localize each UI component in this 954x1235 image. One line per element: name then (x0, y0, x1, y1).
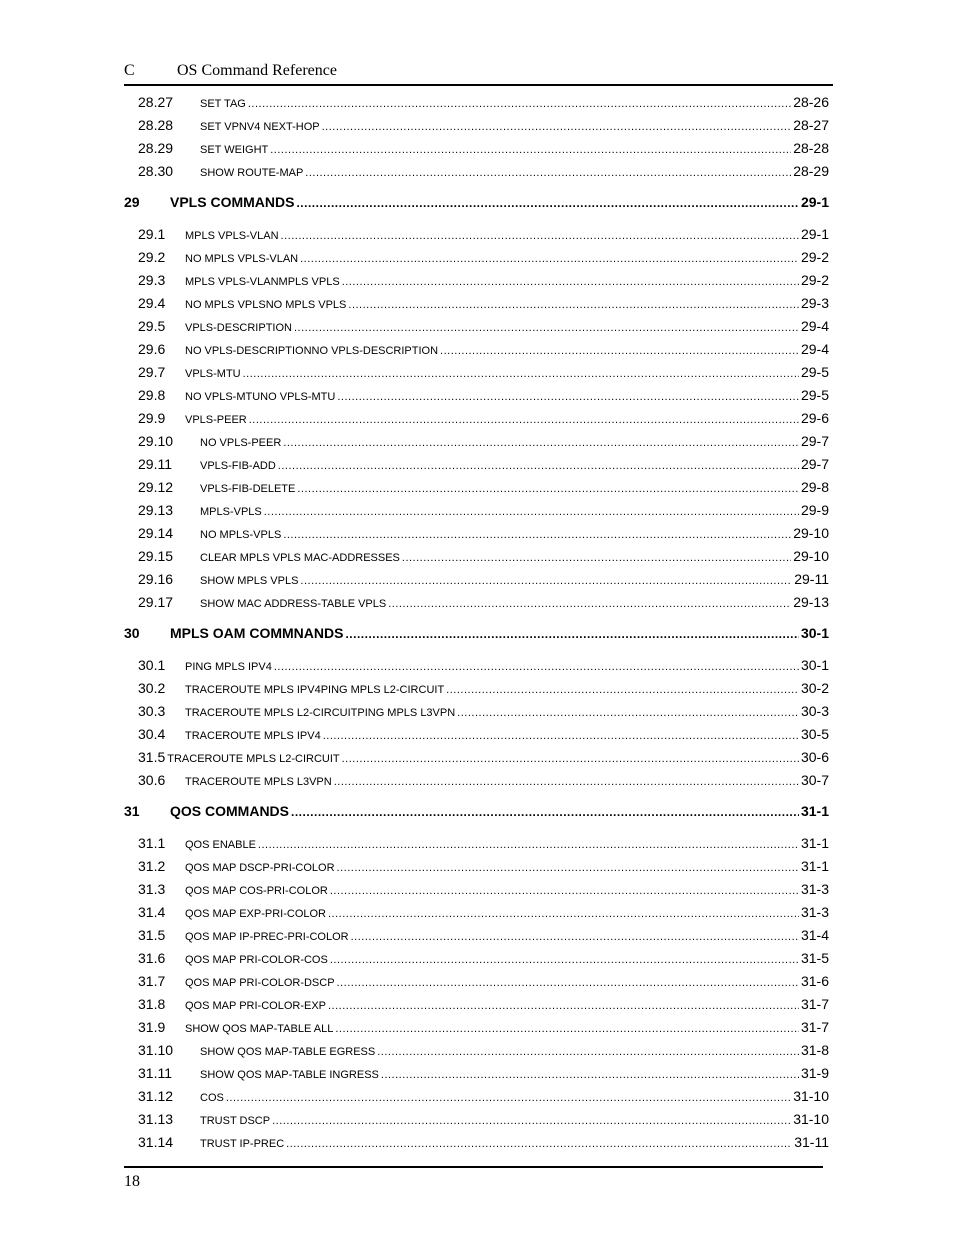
toc-entry-number: 31.1 (138, 835, 166, 851)
dot-leader (337, 977, 799, 989)
toc-entry-page: 30-6 (800, 749, 829, 765)
toc-entry-page: 31-3 (800, 881, 829, 897)
toc-entry-title: MPLS-VPLS (200, 506, 262, 518)
toc-entry-title: TRACEROUTE MPLS L3VPN (185, 776, 332, 788)
toc-entry-number: 28.27 (138, 94, 174, 110)
dot-leader (440, 345, 799, 357)
toc-entry-page: 31-1 (800, 803, 829, 819)
toc-entry[interactable] (124, 594, 829, 617)
toc-entry-page: 28-26 (793, 94, 829, 110)
toc-entry-page: 29-5 (800, 364, 829, 380)
toc-entry[interactable] (124, 163, 829, 186)
toc-entry[interactable] (124, 726, 829, 749)
toc-entry-page: 29-7 (800, 433, 829, 449)
toc-entry-number: 31.14 (138, 1134, 174, 1150)
toc-entry[interactable] (124, 772, 829, 795)
dot-leader (278, 460, 799, 472)
dot-leader (351, 931, 799, 943)
toc-entry-title: QOS MAP PRI-COLOR-DSCP (185, 977, 335, 989)
dot-leader (286, 1138, 792, 1150)
toc-entry-number: 31.3 (138, 881, 166, 897)
toc-entry[interactable] (124, 140, 829, 163)
toc-entry-page: 31-5 (800, 950, 829, 966)
toc-entry-number: 31.7 (138, 973, 166, 989)
toc-entry[interactable] (124, 927, 829, 950)
toc-entry-page: 29-6 (800, 410, 829, 426)
toc-entry-title: VPLS-MTU (185, 368, 241, 380)
dot-leader (446, 684, 799, 696)
dot-leader (274, 661, 799, 673)
toc-entry-number: 31.5 (138, 927, 166, 943)
dot-leader (342, 753, 799, 765)
toc-entry-page: 30-5 (800, 726, 829, 742)
toc-chapter[interactable] (124, 625, 829, 649)
toc-entry-page: 31-10 (793, 1088, 829, 1104)
toc-entry-title: NO MPLS VPLSNO MPLS VPLS (185, 299, 347, 311)
toc-entry-title: NO VPLS-PEER (200, 437, 282, 449)
toc-entry[interactable] (124, 973, 829, 996)
toc-entry-number: 29 (124, 194, 140, 210)
toc-entry[interactable] (124, 318, 829, 341)
toc-entry-number: 31.13 (138, 1111, 174, 1127)
toc-entry-number: 31 (124, 803, 140, 819)
toc-entry-title: QOS MAP DSCP-PRI-COLOR (185, 862, 335, 874)
dot-leader (328, 908, 799, 920)
dot-leader (305, 167, 791, 179)
dot-leader (330, 954, 799, 966)
toc-entry-number: 29.2 (138, 249, 166, 265)
dot-leader (300, 575, 792, 587)
toc-entry-number: 29.14 (138, 525, 174, 541)
dot-leader (322, 121, 792, 133)
toc-entry-number: 31.11 (138, 1065, 172, 1081)
toc-entry[interactable] (124, 1134, 829, 1157)
toc-entry-page: 31-7 (800, 1019, 829, 1035)
toc-entry-title: TRACEROUTE MPLS IPV4PING MPLS L2-CIRCUIT (185, 684, 445, 696)
toc-entry[interactable] (124, 433, 829, 456)
dot-leader (296, 196, 799, 210)
toc-entry[interactable] (124, 410, 829, 433)
dot-leader (345, 627, 799, 641)
header-letter: C (124, 62, 135, 79)
toc-entry-number: 29.12 (138, 479, 174, 495)
toc-entry-page: 31-9 (800, 1065, 829, 1081)
toc-entry-title: SHOW QOS MAP-TABLE INGRESS (200, 1069, 379, 1081)
toc-entry-page: 28-27 (793, 117, 829, 133)
toc-entry[interactable] (124, 571, 829, 594)
toc-entry[interactable] (124, 1111, 829, 1134)
footer-page-number: 18 (124, 1173, 140, 1190)
dot-leader (348, 299, 799, 311)
toc-entry-title: SHOW ROUTE-MAP (200, 167, 304, 179)
toc-entry-page: 31-6 (800, 973, 829, 989)
dot-leader (330, 885, 799, 897)
toc-entry-number: 29.13 (138, 502, 174, 518)
toc-entry[interactable] (124, 479, 829, 502)
toc-entry-title: NO MPLS-VPLS (200, 529, 282, 541)
toc-entry[interactable] (124, 387, 829, 410)
toc-entry-number: 31.12 (138, 1088, 174, 1104)
toc-entry-page: 30-7 (800, 772, 829, 788)
toc-entry-page: 29-4 (800, 341, 829, 357)
toc-entry-number: 29.11 (138, 456, 172, 472)
toc-entry-number: 31.8 (138, 996, 166, 1012)
toc-entry-number: 29.3 (138, 272, 166, 288)
toc-entry-number: 29.17 (138, 594, 174, 610)
toc-entry[interactable] (124, 904, 829, 927)
dot-leader (283, 437, 799, 449)
toc-entry-number: 31.4 (138, 904, 166, 920)
toc-entry-number: 29.7 (138, 364, 166, 380)
toc-entry-title: QOS MAP EXP-PRI-COLOR (185, 908, 326, 920)
toc-entry-number: 28.29 (138, 140, 174, 156)
dot-leader (457, 707, 799, 719)
toc-entry-page: 29-2 (800, 272, 829, 288)
dot-leader (297, 483, 799, 495)
toc-entry[interactable] (124, 1042, 829, 1065)
toc-entry-page: 29-4 (800, 318, 829, 334)
toc-entry[interactable] (124, 456, 829, 479)
toc-entry-title: VPLS-PEER (185, 414, 247, 426)
toc-entry-title: NO MPLS VPLS-VLAN (185, 253, 299, 265)
toc-entry-number: 28.30 (138, 163, 174, 179)
toc-entry-page: 29-1 (800, 226, 829, 242)
dot-leader (342, 276, 799, 288)
toc-entry-page: 31-1 (800, 835, 829, 851)
toc-entry-page: 29-11 (794, 571, 829, 587)
toc-entry-number: 29.6 (138, 341, 166, 357)
toc-entry-page: 31-3 (800, 904, 829, 920)
toc-entry[interactable] (124, 341, 829, 364)
toc-entry-number: 30.6 (138, 772, 166, 788)
toc-entry-number: 29.1 (138, 226, 166, 242)
toc-entry-number: 30.2 (138, 680, 166, 696)
dot-leader (337, 391, 799, 403)
dot-leader (283, 529, 791, 541)
dot-leader (258, 839, 799, 851)
toc-entry-page: 29-2 (800, 249, 829, 265)
dot-leader (272, 1115, 791, 1127)
toc-entry-page: 31-4 (800, 927, 829, 943)
toc-entry-number: 31.6 (138, 950, 166, 966)
toc-entry-page: 30-1 (800, 625, 829, 641)
toc-entry[interactable] (124, 525, 829, 548)
toc-entry[interactable] (124, 680, 829, 703)
toc-entry[interactable] (124, 835, 829, 858)
toc-entry[interactable] (124, 364, 829, 387)
toc-entry[interactable] (124, 249, 829, 272)
toc-entry-title: SET WEIGHT (200, 144, 269, 156)
toc-entry[interactable] (124, 881, 829, 904)
toc-entry-title: VPLS-DESCRIPTION (185, 322, 292, 334)
toc-entry-page: 31-7 (800, 996, 829, 1012)
toc-entry[interactable] (124, 703, 829, 726)
toc-entry-page: 29-13 (793, 594, 829, 610)
toc-entry-number: 30.3 (138, 703, 166, 719)
toc-chapter[interactable] (124, 803, 829, 827)
toc-entry-title: NO VPLS-DESCRIPTIONNO VPLS-DESCRIPTION (185, 345, 439, 357)
toc-entry-title: VPLS-FIB-DELETE (200, 483, 296, 495)
toc-entry-title: SET TAG (200, 98, 246, 110)
toc-entry-title: SHOW MPLS VPLS (200, 575, 299, 587)
toc-entry[interactable] (124, 657, 829, 680)
toc-entry-title: CLEAR MPLS VPLS MAC-ADDRESSES (200, 552, 400, 564)
toc-entry-page: 31-1 (800, 858, 829, 874)
toc-entry-number: 30 (124, 625, 140, 641)
page-header (124, 62, 833, 86)
toc-entry-title: TRUST IP-PREC (200, 1138, 285, 1150)
toc-entry-page: 29-5 (800, 387, 829, 403)
toc-entry-title: TRACEROUTE MPLS IPV4 (185, 730, 321, 742)
toc-entry-page: 31-11 (794, 1134, 829, 1150)
toc-entry[interactable] (124, 548, 829, 571)
toc-entry-page: 29-7 (800, 456, 829, 472)
toc-entry-page: 28-28 (793, 140, 829, 156)
toc-entry[interactable] (124, 295, 829, 318)
toc-entry-title: SHOW MAC ADDRESS-TABLE VPLS (200, 598, 387, 610)
toc-entry-title: QOS MAP IP-PREC-PRI-COLOR (185, 931, 349, 943)
toc-entry[interactable] (124, 858, 829, 881)
toc-entry-page: 28-29 (793, 163, 829, 179)
dot-leader (328, 1000, 799, 1012)
toc-entry[interactable] (124, 272, 829, 295)
toc-entry-number: 29.15 (138, 548, 174, 564)
dot-leader (248, 98, 791, 110)
dot-leader (334, 776, 799, 788)
toc-entry-number: 29.16 (138, 571, 174, 587)
toc-entry-title: QOS ENABLE (185, 839, 256, 851)
dot-leader (226, 1092, 791, 1104)
toc-entry[interactable] (124, 502, 829, 525)
dot-leader (249, 414, 799, 426)
toc-entry-number: 31.2 (138, 858, 166, 874)
toc-entry-page: 29-8 (800, 479, 829, 495)
dot-leader (270, 144, 791, 156)
dot-leader (337, 862, 799, 874)
dot-leader (381, 1069, 799, 1081)
toc-entry-page: 29-3 (800, 295, 829, 311)
footer-rule (124, 1166, 823, 1168)
toc-entry-title: QOS MAP PRI-COLOR-COS (185, 954, 328, 966)
toc-entry-title: VPLS COMMANDS (170, 194, 295, 210)
toc-chapter[interactable] (124, 194, 829, 218)
toc-entry-number: 29.5 (138, 318, 166, 334)
toc-entry-page: 29-9 (800, 502, 829, 518)
toc-entry-number: 31.5 (138, 749, 166, 765)
toc-entry-title: SHOW QOS MAP-TABLE ALL (185, 1023, 334, 1035)
table-of-contents (124, 94, 829, 1157)
dot-leader (291, 805, 799, 819)
toc-entry-title: QOS MAP COS-PRI-COLOR (185, 885, 328, 897)
toc-entry[interactable] (124, 117, 829, 140)
toc-entry-number: 31.9 (138, 1019, 166, 1035)
toc-entry-title: COS (200, 1092, 224, 1104)
toc-entry-number: 30.1 (138, 657, 166, 673)
toc-entry-page: 31-8 (800, 1042, 829, 1058)
toc-entry-page: 30-1 (800, 657, 829, 673)
toc-entry-page: 29-1 (800, 194, 829, 210)
toc-entry[interactable] (124, 1019, 829, 1042)
toc-entry[interactable] (124, 749, 829, 772)
toc-entry-number: 29.9 (138, 410, 166, 426)
dot-leader (264, 506, 799, 518)
toc-entry-title: MPLS VPLS-VLAN (185, 230, 279, 242)
toc-entry-number: 31.10 (138, 1042, 174, 1058)
toc-entry-title: NO VPLS-MTUNO VPLS-MTU (185, 391, 336, 403)
dot-leader (377, 1046, 799, 1058)
toc-entry-title: TRACEROUTE MPLS L2-CIRCUIT (167, 753, 340, 765)
header-title: OS Command Reference (177, 62, 337, 79)
toc-entry-title: TRACEROUTE MPLS L2-CIRCUITPING MPLS L3VPN (185, 707, 456, 719)
toc-entry-title: VPLS-FIB-ADD (200, 460, 276, 472)
toc-entry-title: SET VPNV4 NEXT-HOP (200, 121, 320, 133)
dot-leader (402, 552, 791, 564)
toc-entry-title: SHOW QOS MAP-TABLE EGRESS (200, 1046, 376, 1058)
toc-entry-page: 31-10 (793, 1111, 829, 1127)
toc-entry-number: 28.28 (138, 117, 174, 133)
toc-entry[interactable] (124, 996, 829, 1019)
toc-entry-page: 29-10 (793, 525, 829, 541)
toc-entry[interactable] (124, 226, 829, 249)
dot-leader (294, 322, 799, 334)
toc-entry-number: 29.8 (138, 387, 166, 403)
toc-entry-number: 29.4 (138, 295, 166, 311)
dot-leader (323, 730, 799, 742)
dot-leader (335, 1023, 799, 1035)
toc-entry-page: 30-3 (800, 703, 829, 719)
toc-entry-title: MPLS OAM COMMNANDS (170, 625, 344, 641)
toc-entry-title: QOS MAP PRI-COLOR-EXP (185, 1000, 326, 1012)
toc-entry-number: 30.4 (138, 726, 166, 742)
toc-entry-title: TRUST DSCP (200, 1115, 271, 1127)
toc-entry-title: MPLS VPLS-VLANMPLS VPLS (185, 276, 340, 288)
toc-entry[interactable] (124, 1088, 829, 1111)
toc-entry-title: PING MPLS IPV4 (185, 661, 272, 673)
toc-entry-page: 29-10 (793, 548, 829, 564)
toc-entry-title: QOS COMMANDS (170, 803, 289, 819)
toc-entry-page: 30-2 (800, 680, 829, 696)
toc-entry[interactable] (124, 1065, 829, 1088)
toc-entry[interactable] (124, 94, 829, 117)
toc-entry[interactable] (124, 950, 829, 973)
dot-leader (388, 598, 791, 610)
dot-leader (243, 368, 799, 380)
dot-leader (281, 230, 799, 242)
toc-entry-number: 29.10 (138, 433, 174, 449)
dot-leader (300, 253, 799, 265)
